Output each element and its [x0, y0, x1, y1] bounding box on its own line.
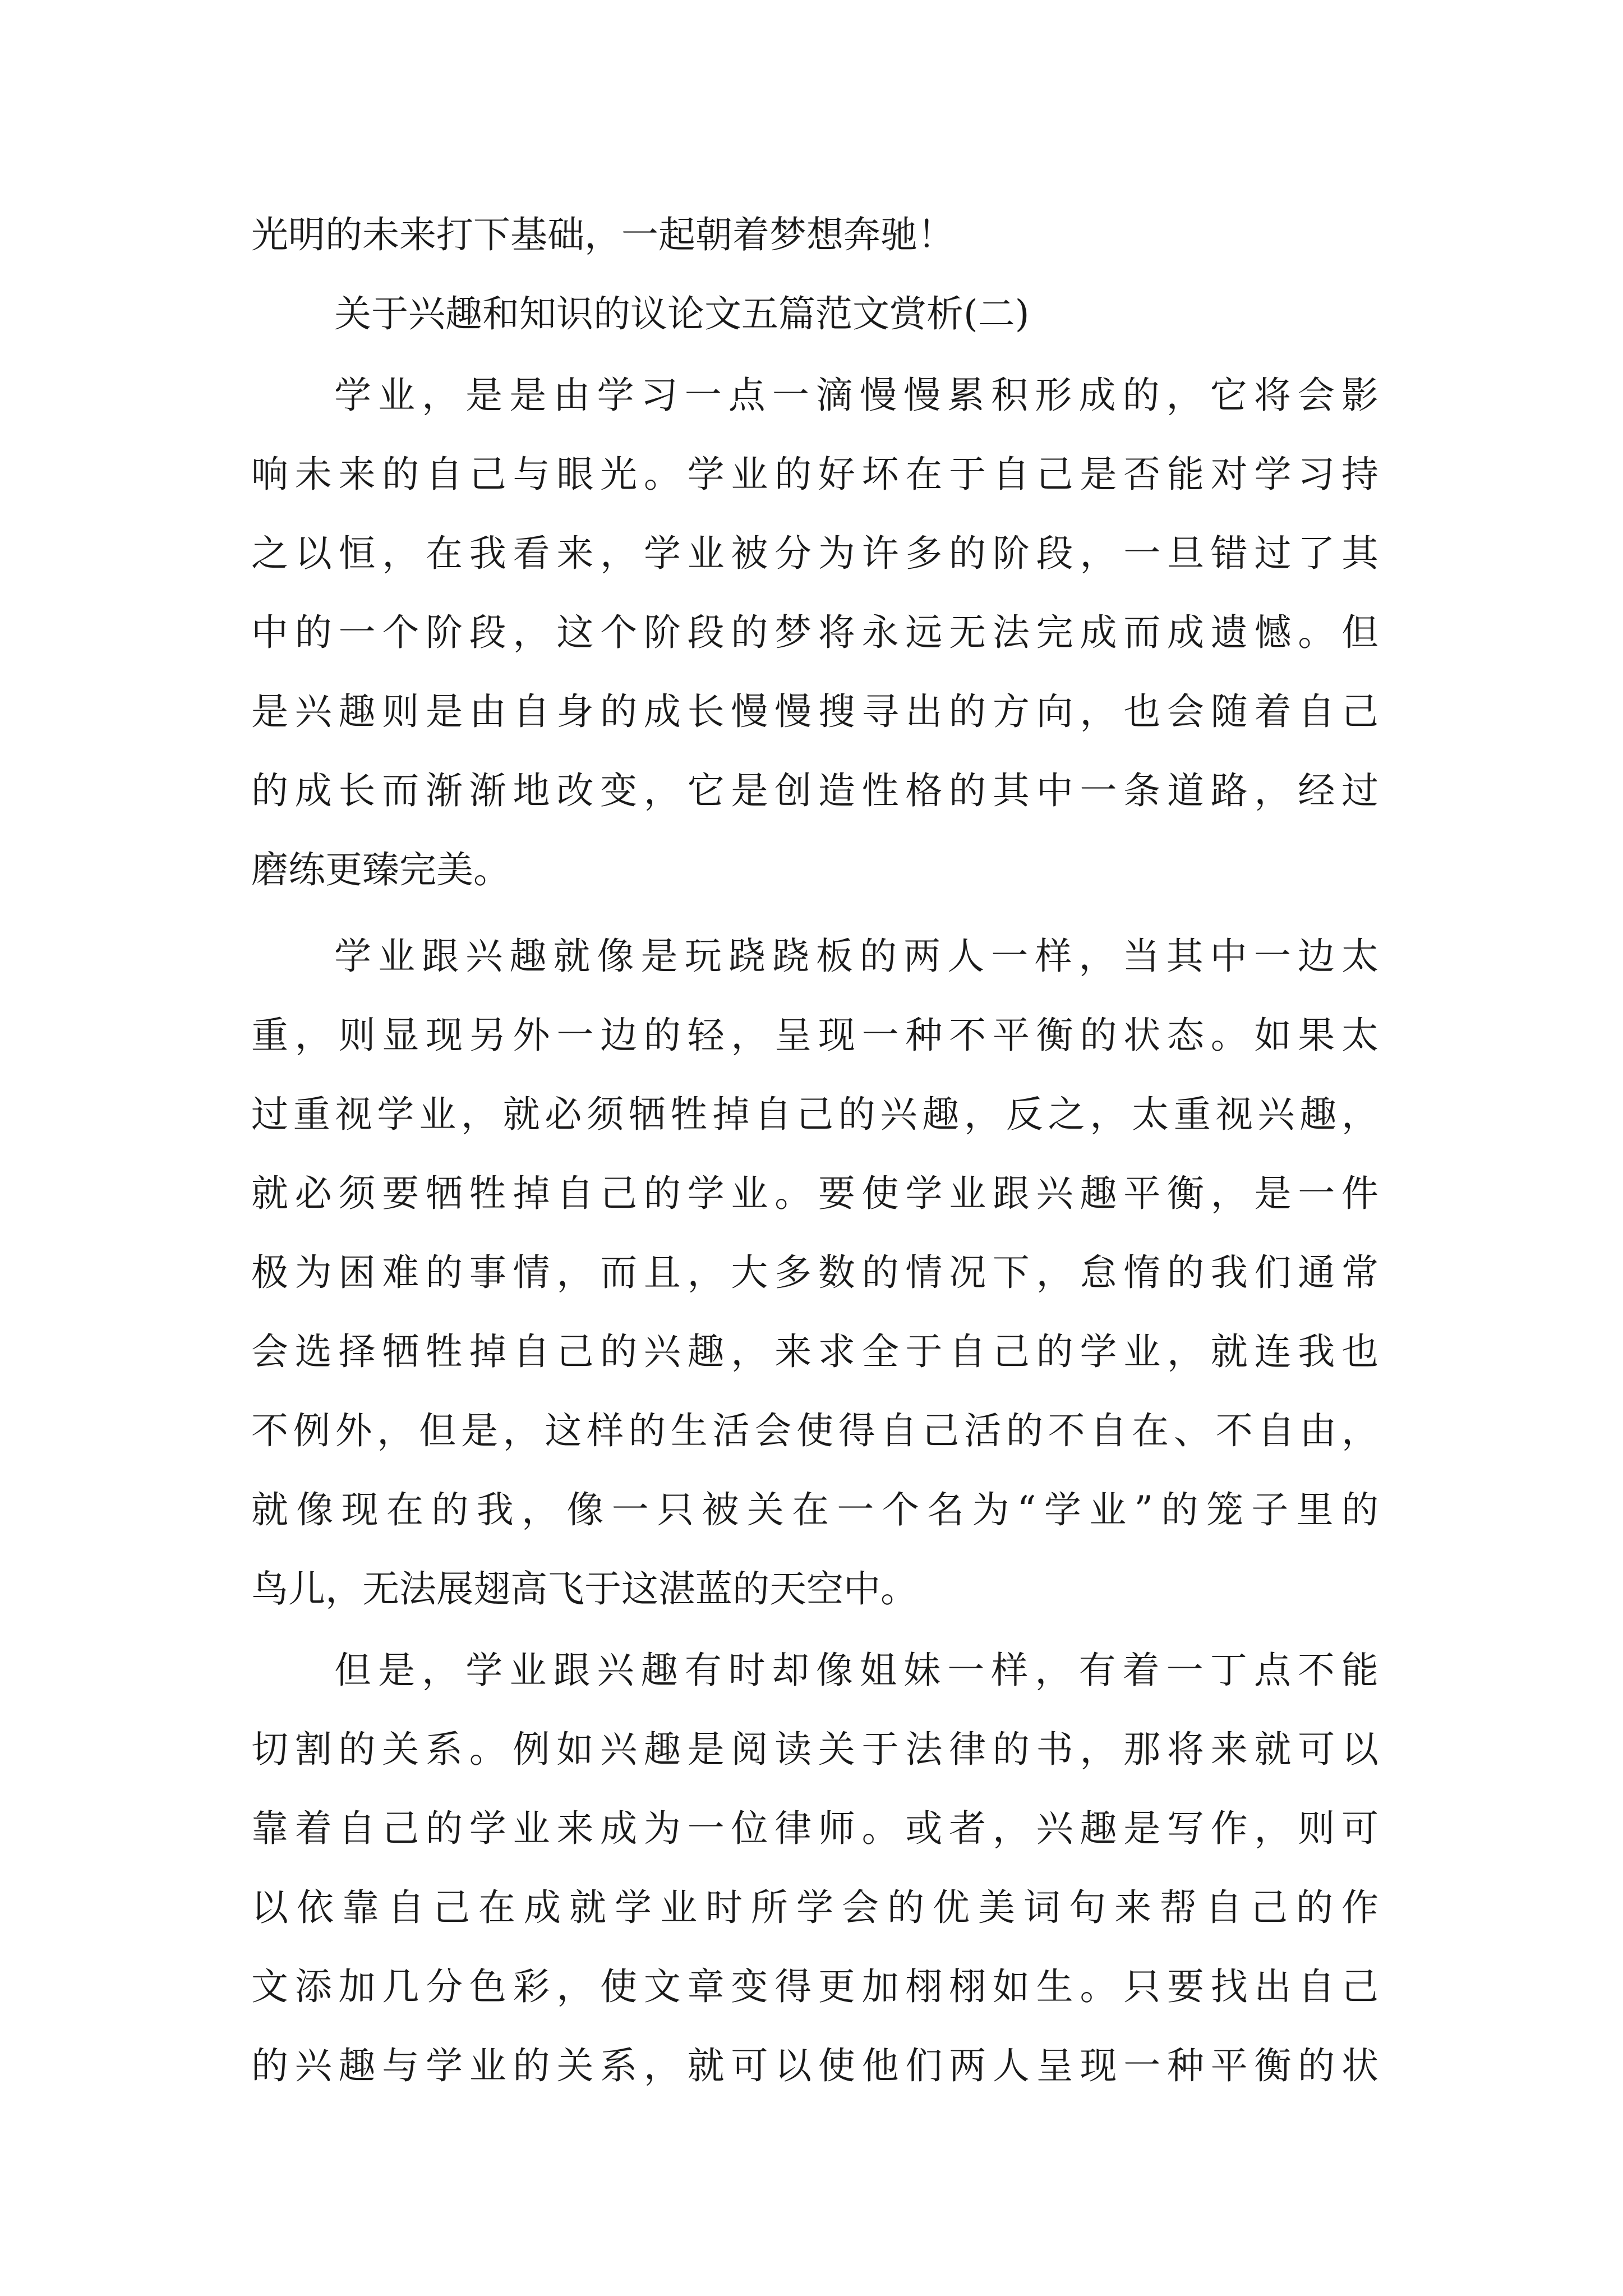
- text-line: 磨练更臻完美。: [251, 848, 510, 891]
- text-line: 文添加几分色彩，使文章变得更加栩栩如生。只要找出自己: [251, 1965, 1378, 2008]
- text-line: 的成长而渐渐地改变，它是创造性格的其中一条道路，经过: [251, 769, 1378, 812]
- text-line: 但是，学业跟兴趣有时却像姐妹一样，有着一丁点不能: [334, 1649, 1378, 1692]
- text-line: 不例外，但是，这样的生活会使得自己活的不自在、不自由，: [251, 1409, 1378, 1452]
- text-line: 重，则显现另外一边的轻，呈现一种不平衡的状态。如果太: [251, 1014, 1378, 1057]
- text-line: 靠着自己的学业来成为一位律师。或者，兴趣是写作，则可: [251, 1807, 1378, 1850]
- text-line: 学业跟兴趣就像是玩跷跷板的两人一样，当其中一边太: [334, 935, 1378, 978]
- text-line: 鸟儿，无法展翅高飞于这湛蓝的天空中。: [251, 1567, 917, 1611]
- text-line: 的兴趣与学业的关系，就可以使他们两人呈现一种平衡的状: [251, 2044, 1378, 2087]
- paragraph-2: [251, 917, 1378, 1628]
- paragraph-1: [251, 356, 1378, 909]
- text-line: 就必须要牺牲掉自己的学业。要使学业跟兴趣平衡，是一件: [251, 1172, 1378, 1215]
- text-line: 会选择牺牲掉自己的兴趣，来求全于自己的学业，就连我也: [251, 1330, 1378, 1373]
- text-line: 切割的关系。例如兴趣是阅读关于法律的书，那将来就可以: [251, 1728, 1378, 1771]
- text-line: 学业，是是由学习一点一滴慢慢累积形成的，它将会影: [334, 374, 1378, 417]
- heading-text: 关于兴趣和知识的议论文五篇范文赏析(二): [334, 292, 1030, 335]
- text-line: 就像现在的我，像一只被关在一个名为“学业”的笼子里的: [251, 1488, 1378, 1531]
- text-line: 过重视学业，就必须牺牲掉自己的兴趣，反之，太重视兴趣，: [251, 1093, 1378, 1136]
- paragraph-3: [251, 1631, 1378, 2105]
- text-line: 响未来的自己与眼光。学业的好坏在于自己是否能对学习持: [251, 453, 1378, 496]
- text-line: 之以恒，在我看来，学业被分为许多的阶段，一旦错过了其: [251, 532, 1378, 575]
- text-line: 是兴趣则是由自身的成长慢慢搜寻出的方向，也会随着自己: [251, 690, 1378, 733]
- text-line: 极为困难的事情，而且，大多数的情况下，怠惰的我们通常: [251, 1251, 1378, 1294]
- text-line: 光明的未来打下基础，一起朝着梦想奔驰！: [251, 213, 955, 256]
- text-line: 中的一个阶段，这个阶段的梦将永远无法完成而成遗憾。但: [251, 611, 1378, 654]
- text-line: 以依靠自己在成就学业时所学会的优美词句来帮自己的作: [251, 1886, 1378, 1929]
- opening-fragment: [251, 195, 1378, 274]
- section-heading: [251, 274, 1378, 353]
